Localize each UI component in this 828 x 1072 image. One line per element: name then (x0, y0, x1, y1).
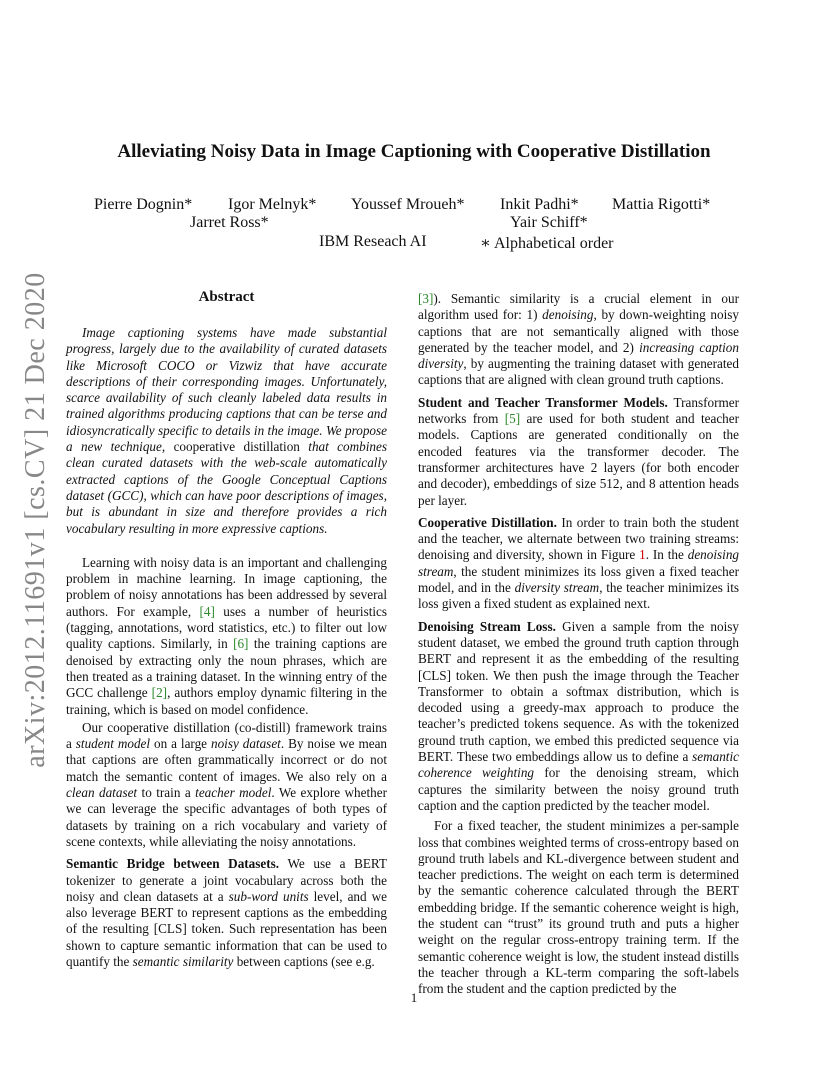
citation-link[interactable]: [4] (199, 603, 215, 619)
paragraph-heading: Student and Teacher Transformer Models. (418, 394, 668, 410)
paragraph-heading: Cooperative Distillation. (418, 514, 557, 530)
citation-link[interactable]: [6] (233, 636, 249, 652)
body-paragraph: For a fixed teacher, the student minimizes a per-sample loss that combines weighted terms of cross-entropy based on ground truth labels and KL-divergence between student and teacher predictions. The weight on each term is determined by the semantic coherence calculated through the BERT embedding bridge. If the semantic coherence weight is high, the student can “trust” its ground truth and puts a higher weight on the regular cross-entropy training term. If the semantic coherence weight is low, the student instead distills the teacher through a KL-term comparing the soft-labels from the student and the caption predicted by the (418, 818, 739, 997)
figure-link[interactable]: 1 (639, 547, 646, 563)
author-name: Igor Melnyk* (228, 196, 317, 213)
body-paragraph: Our cooperative distillation (co-distill) framework trains a student model on a large noisy dataset. By noise we mean that captions are often grammatically incorrect or do not match the semantic content of images. We also rely on a clean dataset to train a teacher model. We explore whether we can leverage the specific advantages of both types of datasets by training on a rich vocabulary and variety of scene contexts, while alleviating the noisy annotations. (66, 719, 388, 849)
author-name: Mattia Rigotti* (612, 196, 711, 213)
paragraph-heading: Denoising Stream Loss. (418, 618, 556, 634)
abstract-text: Image captioning systems have made substantial progress, largely due to the availability of curated datasets like Microsoft COCO or Vizwiz that have accurate descriptions of their corresponding images. Unfortunately, scarce availability of such cleanly labeled data results in trained algorithms producing captions that can be terse and idiosyncratically specific to details in the image. We propose a new technique, cooperative distillation that combines clean curated datasets with the web-scale automatically extracted captions of the Google Conceptual Captions dataset (GCC), which can have poor descriptions of images, but is abundant in size and therefore provides a rich vocabulary resulting in more expressive captions. (66, 325, 387, 536)
page-number: 1 (410, 990, 418, 1005)
body-paragraph: Semantic Bridge between Datasets. We use a BERT tokenizer to generate a joint vocabulary across both the noisy and clean datasets at a sub-word units level, and we also leverage BERT to represent captions as the embedding of the resulting [CLS] token. Such representation has been shown to capture semantic information that can be used to quantify the semantic similarity between captions (see e.g. (66, 856, 388, 969)
citation-link[interactable]: [5] (504, 411, 521, 427)
paragraph-heading: Semantic Bridge between Datasets. (66, 856, 280, 872)
author-name: Jarret Ross* (190, 214, 269, 231)
left-column (66, 325, 387, 970)
paper-title: Alleviating Noisy Data in Image Captioning with Cooperative Distillation (117, 141, 711, 162)
body-paragraph: Student and Teacher Transformer Models. Transformer networks from [5] are used for both student and teacher models. Captions are generated conditionally on the encoded features via the transformer decoder. The transformer architectures have 2 layers (for both encoder and decoder), embeddings of size 512, and 8 attention heads per layer. (418, 394, 740, 508)
right-column (418, 291, 739, 997)
body-paragraph: [3]). Semantic similarity is a crucial element in our algorithm used for: 1) denoising, by down-weighting noisy captions that are not semantically aligned with those generated by the teacher model, and 2) increasing caption diversity, by augmenting the training dataset with generated captions that are aligned with clean ground truth captions. (418, 291, 739, 388)
citation-link[interactable]: [3] (418, 291, 434, 306)
abstract-heading: Abstract (198, 289, 255, 305)
author-name: Inkit Padhi* (500, 196, 579, 213)
body-paragraph: Learning with noisy data is an important and challenging problem in machine learning. In image captioning, the problem of noisy annotations has been addressed by several authors. For example, [4] uses a number of heuristics (tagging, annotations, word statistics, etc.) to filter out low quality captions. Similarly, in [6] the training captions are denoised by extracting only the noun phrases, which are then treated as a training dataset. In the winning entry of the GCC challenge [2], authors employ dynamic filtering in the training, which is based on model confidence. (66, 554, 388, 717)
arxiv-identifier: arXiv:2012.11691v1 [cs.CV] 21 Dec 2020 (20, 272, 51, 768)
body-paragraph: Denoising Stream Loss. Given a sample from the noisy student dataset, we embed the ground truth caption through BERT and represent it as the embedding of the resulting [CLS] token. We then push the image through the Teacher Transformer to obtain a softmax distribution, which is decoded using a greedy-max approach to produce the teacher’s predicted tokens sequence. As with the tokenized ground truth caption, we embed this predicted sequence via BERT. These two embeddings allow us to define a semantic coherence weighting for the denoising stream, which captures the similarity between the noisy ground truth caption and the caption predicted by the teacher model. (418, 618, 740, 813)
author-name: Youssef Mroueh* (351, 196, 465, 213)
alphabetical-order-note: ∗ Alphabetical order (480, 235, 614, 252)
affiliation: IBM Reseach AI (319, 233, 427, 250)
body-paragraph: Cooperative Distillation. In order to train both the student and the teacher, we alternate between two training streams: denoising and diversity, shown in Figure 1. In the denoising stream, the student minimizes its loss given a fixed teacher model, and in the diversity stream, the teacher minimizes its loss given a fixed student as explained next. (418, 514, 740, 612)
author-name: Yair Schiff* (510, 214, 588, 231)
author-name: Pierre Dognin* (94, 196, 193, 213)
citation-link[interactable]: [2] (151, 685, 168, 701)
